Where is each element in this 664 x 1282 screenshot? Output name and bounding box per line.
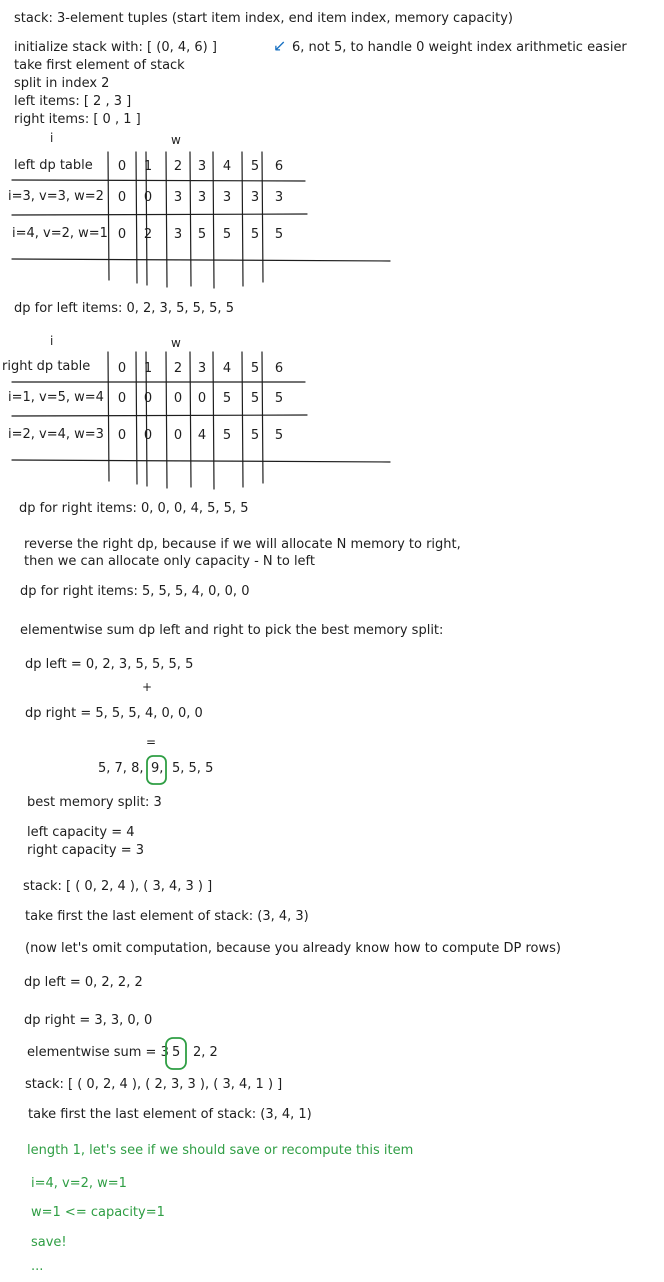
save-text: save! (31, 1235, 67, 1250)
left-dp-result: dp for left items: 0, 2, 3, 5, 5, 5, 5 (14, 301, 234, 316)
left-table-row-label: i=4, v=2, w=1 (12, 226, 108, 241)
sum-dp-right: dp right = 5, 5, 5, 4, 0, 0, 0 (25, 706, 203, 721)
best-split-text: best memory split: 3 (27, 795, 162, 810)
table-column-header: 5 (250, 361, 260, 376)
step2-sum-best: 5 (172, 1045, 181, 1060)
take-first-text: take first element of stack (14, 58, 185, 73)
left-table-line (108, 152, 109, 280)
right-table-line (12, 460, 390, 462)
table-cell: 0 (117, 227, 127, 242)
table-column-header: 4 (222, 361, 232, 376)
left-table-w-label: w (171, 133, 181, 147)
table-cell: 5 (274, 428, 284, 443)
right-table-line (166, 352, 167, 488)
table-cell: 5 (222, 428, 232, 443)
reverse-text-2: then we can allocate only capacity - N to left (24, 554, 316, 569)
left-table-line (12, 180, 305, 181)
table-cell: 3 (274, 190, 284, 205)
stack-definition: stack: 3-element tuples (start item index, end item index, memory capacity) (14, 11, 514, 26)
step2-dp-left: dp left = 0, 2, 2, 2 (24, 975, 143, 990)
left-table-line (136, 152, 137, 283)
table-cell: 0 (173, 428, 183, 443)
left-table-line (213, 152, 214, 288)
table-column-header: 1 (143, 159, 153, 174)
step2-sum-part-1: elementwise sum = 3 (27, 1045, 169, 1060)
table-cell: 5 (274, 227, 284, 242)
sum-intro: elementwise sum dp left and right to pick the best memory split: (20, 623, 444, 638)
table-column-header: 5 (250, 159, 260, 174)
table-cell: 0 (117, 428, 127, 443)
table-column-header: 3 (197, 159, 207, 174)
table-cell: 3 (250, 190, 260, 205)
table-column-header: 6 (274, 361, 284, 376)
capacity-compare-text: w=1 <= capacity=1 (31, 1205, 165, 1220)
left-table-row-label: i=3, v=3, w=2 (8, 189, 104, 204)
table-column-header: 2 (173, 159, 183, 174)
sum-result-part-1: 5, 7, 8, (98, 761, 144, 776)
right-table-line (213, 352, 214, 489)
ellipsis-text: ... (31, 1259, 44, 1274)
sum-result-best: 9, (151, 761, 164, 776)
table-cell: 0 (173, 391, 183, 406)
right-capacity-text: right capacity = 3 (27, 843, 144, 858)
right-table-line (136, 352, 137, 484)
table-cell: 0 (143, 428, 153, 443)
left-items-text: left items: [ 2 , 3 ] (14, 94, 132, 109)
table-column-header: 2 (173, 361, 183, 376)
table-cell: 0 (197, 391, 207, 406)
best-split-highlight (147, 756, 166, 784)
right-table-i-label: i (50, 334, 54, 348)
table-cell: 2 (143, 227, 153, 242)
left-table-i-label: i (50, 131, 54, 145)
best-split-highlight (166, 1038, 186, 1069)
left-table-header: left dp table (14, 158, 93, 173)
table-cell: 5 (250, 227, 260, 242)
table-cell: 5 (197, 227, 207, 242)
take-last-text-1: take first the last element of stack: (3, 4, 3) (25, 909, 309, 924)
table-cell: 0 (117, 391, 127, 406)
table-cell: 5 (250, 428, 260, 443)
right-table-line (108, 352, 109, 481)
table-cell: 4 (197, 428, 207, 443)
table-cell: 0 (143, 190, 153, 205)
stack-state-2: stack: [ ( 0, 2, 4 ), ( 2, 3, 3 ), ( 3, 4, 1 ) ] (25, 1077, 283, 1092)
table-cell: 3 (222, 190, 232, 205)
length-one-text: length 1, let's see if we should save or recompute this item (27, 1143, 414, 1158)
stack-state-1: stack: [ ( 0, 2, 4 ), ( 3, 4, 3 ) ] (23, 879, 213, 894)
left-table-line (12, 259, 390, 261)
left-table-line (262, 152, 263, 282)
table-cell: 3 (197, 190, 207, 205)
right-table-row-label: i=2, v=4, w=3 (8, 427, 104, 442)
reverse-text-1: reverse the right dp, because if we will allocate N memory to right, (24, 537, 461, 552)
table-cell: 3 (173, 227, 183, 242)
plus-sign: + (142, 680, 153, 694)
equals-sign: = (146, 735, 157, 749)
step2-sum-part-2: 2, 2 (193, 1045, 218, 1060)
reversed-right-dp: dp for right items: 5, 5, 5, 4, 0, 0, 0 (20, 584, 250, 599)
arrow-icon: ↙ (273, 36, 287, 55)
table-column-header: 6 (274, 159, 284, 174)
right-items-text: right items: [ 0 , 1 ] (14, 112, 141, 127)
table-column-header: 3 (197, 361, 207, 376)
left-table-line (166, 152, 167, 287)
right-table-line (262, 352, 263, 483)
left-capacity-text: left capacity = 4 (27, 825, 135, 840)
table-column-header: 1 (143, 361, 153, 376)
step2-dp-right: dp right = 3, 3, 0, 0 (24, 1013, 153, 1028)
omit-text: (now let's omit computation, because you already know how to compute DP rows) (25, 941, 561, 956)
right-table-row-label: i=1, v=5, w=4 (8, 390, 104, 405)
stack-init: initialize stack with: [ (0, 4, 6) ] (14, 40, 217, 55)
left-table-line (190, 152, 191, 286)
table-cell: 0 (143, 391, 153, 406)
table-column-header: 0 (117, 361, 127, 376)
right-dp-result: dp for right items: 0, 0, 0, 4, 5, 5, 5 (19, 501, 249, 516)
right-table-line (146, 352, 147, 486)
table-cell: 0 (117, 190, 127, 205)
table-cell: 5 (274, 391, 284, 406)
sum-result-part-2: 5, 5, 5 (172, 761, 214, 776)
stack-init-note: 6, not 5, to handle 0 weight index arithmetic easier (292, 40, 627, 55)
table-cell: 5 (222, 391, 232, 406)
right-table-line (190, 352, 191, 487)
left-table-line (146, 152, 147, 285)
take-last-text-2: take first the last element of stack: (3, 4, 1) (28, 1107, 312, 1122)
right-table-w-label: w (171, 336, 181, 350)
table-cell: 3 (173, 190, 183, 205)
right-table-header: right dp table (2, 359, 91, 374)
item-values-text: i=4, v=2, w=1 (31, 1176, 127, 1191)
split-text: split in index 2 (14, 76, 110, 91)
left-table-line (242, 152, 243, 286)
table-column-header: 4 (222, 159, 232, 174)
table-cell: 5 (250, 391, 260, 406)
right-table-line (242, 352, 243, 487)
table-column-header: 0 (117, 159, 127, 174)
sum-dp-left: dp left = 0, 2, 3, 5, 5, 5, 5 (25, 657, 194, 672)
table-cell: 5 (222, 227, 232, 242)
